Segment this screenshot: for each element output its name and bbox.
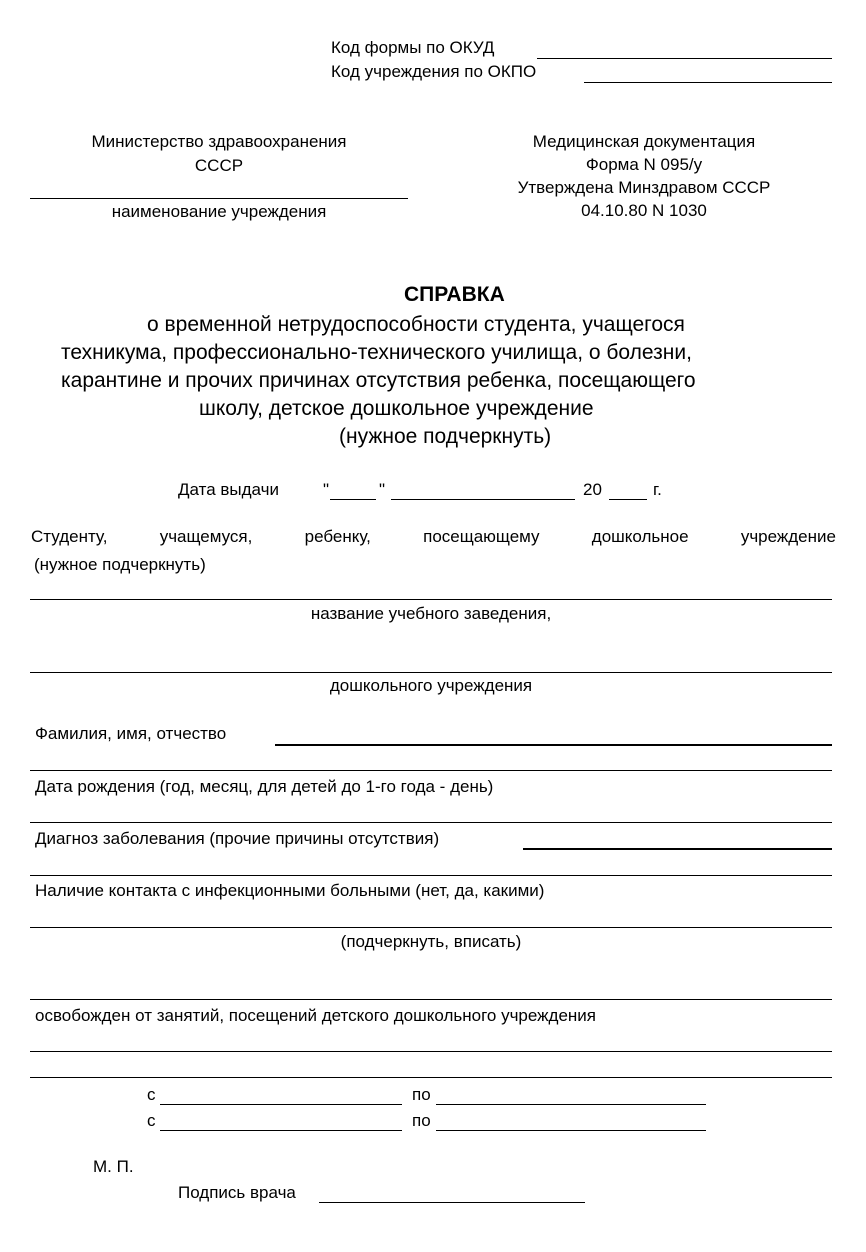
student-word: дошкольное: [591, 527, 689, 546]
diagnosis-label: Диагноз заболевания (прочие причины отсутствия): [35, 829, 440, 848]
school-caption: название учебного заведения,: [310, 604, 552, 623]
contact-caption: (подчеркнуть, вписать): [340, 932, 522, 951]
title-line1: о временной нетрудоспособности студента, учащегося: [147, 313, 685, 336]
close-quote: ": [379, 480, 386, 499]
period2-from-field[interactable]: [160, 1130, 402, 1131]
signature-field[interactable]: [319, 1202, 585, 1203]
period2-to-field[interactable]: [436, 1130, 706, 1131]
student-word: посещающему: [423, 527, 540, 546]
school-name-field[interactable]: [30, 599, 832, 600]
ministry-line2: СССР: [194, 156, 244, 175]
contact-field-extra[interactable]: [30, 999, 832, 1000]
issue-year-field[interactable]: [609, 499, 647, 500]
period2-from-label: с: [147, 1111, 156, 1130]
preschool-caption: дошкольного учреждения: [329, 676, 533, 695]
title-line2: техникума, профессионально-технического училища, о болезни,: [61, 341, 692, 364]
diagnosis-field-extra[interactable]: [30, 875, 832, 876]
period-to-label: по: [412, 1085, 431, 1104]
issue-date-label: Дата выдачи: [178, 480, 279, 499]
contact-label: Наличие контакта с инфекционными больными (нет, да, какими): [35, 881, 545, 900]
contact-field[interactable]: [30, 927, 832, 928]
open-quote: ": [323, 480, 330, 499]
student-word: ребенку,: [304, 527, 371, 546]
full-name-field-extra[interactable]: [30, 770, 832, 771]
student-line: [31, 527, 836, 547]
birth-date-label: Дата рождения (год, месяц, для детей до 1-го года - день): [35, 777, 494, 796]
exemption-field-extra[interactable]: [30, 1077, 832, 1078]
okud-label: Код формы по ОКУД: [331, 38, 495, 57]
full-name-label: Фамилия, имя, отчество: [35, 724, 227, 743]
year-suffix: г.: [653, 480, 662, 499]
approval-line: Утверждена Минздравом СССР: [517, 178, 771, 197]
issue-day-field[interactable]: [330, 499, 376, 500]
stamp-label: М. П.: [93, 1157, 134, 1176]
medical-docs-label: Медицинская документация: [532, 132, 756, 151]
okpo-field[interactable]: [584, 82, 832, 83]
institution-caption: наименование учреждения: [111, 202, 327, 221]
approval-date: 04.10.80 N 1030: [581, 201, 707, 220]
ministry-line1: Министерство здравоохранения: [91, 132, 347, 151]
issue-month-field[interactable]: [391, 499, 575, 500]
document-title: СПРАВКА: [404, 283, 505, 306]
title-line4: школу, детское дошкольное учреждение: [199, 397, 594, 420]
diagnosis-field[interactable]: [523, 848, 832, 850]
full-name-field[interactable]: [275, 744, 832, 746]
student-note: (нужное подчеркнуть): [34, 555, 206, 574]
student-word: учащемуся,: [159, 527, 253, 546]
preschool-name-field[interactable]: [30, 672, 832, 673]
birth-date-field[interactable]: [30, 822, 832, 823]
institution-name-field[interactable]: [30, 198, 408, 199]
okud-field[interactable]: [537, 58, 832, 59]
period-from-field[interactable]: [160, 1104, 402, 1105]
student-word: учреждение: [740, 527, 836, 546]
okpo-label: Код учреждения по ОКПО: [331, 62, 537, 81]
signature-label: Подпись врача: [178, 1183, 296, 1202]
title-line3: карантине и прочих причинах отсутствия ребенка, посещающего: [61, 369, 696, 392]
form-number: Форма N 095/у: [585, 155, 703, 174]
period-from-label: с: [147, 1085, 156, 1104]
period2-to-label: по: [412, 1111, 431, 1130]
issue-century: 20: [583, 480, 602, 499]
exemption-label: освобожден от занятий, посещений детского дошкольного учреждения: [35, 1006, 596, 1025]
exemption-field[interactable]: [30, 1051, 832, 1052]
student-word: Студенту,: [31, 527, 108, 546]
period-to-field[interactable]: [436, 1104, 706, 1105]
title-note: (нужное подчеркнуть): [339, 425, 552, 448]
